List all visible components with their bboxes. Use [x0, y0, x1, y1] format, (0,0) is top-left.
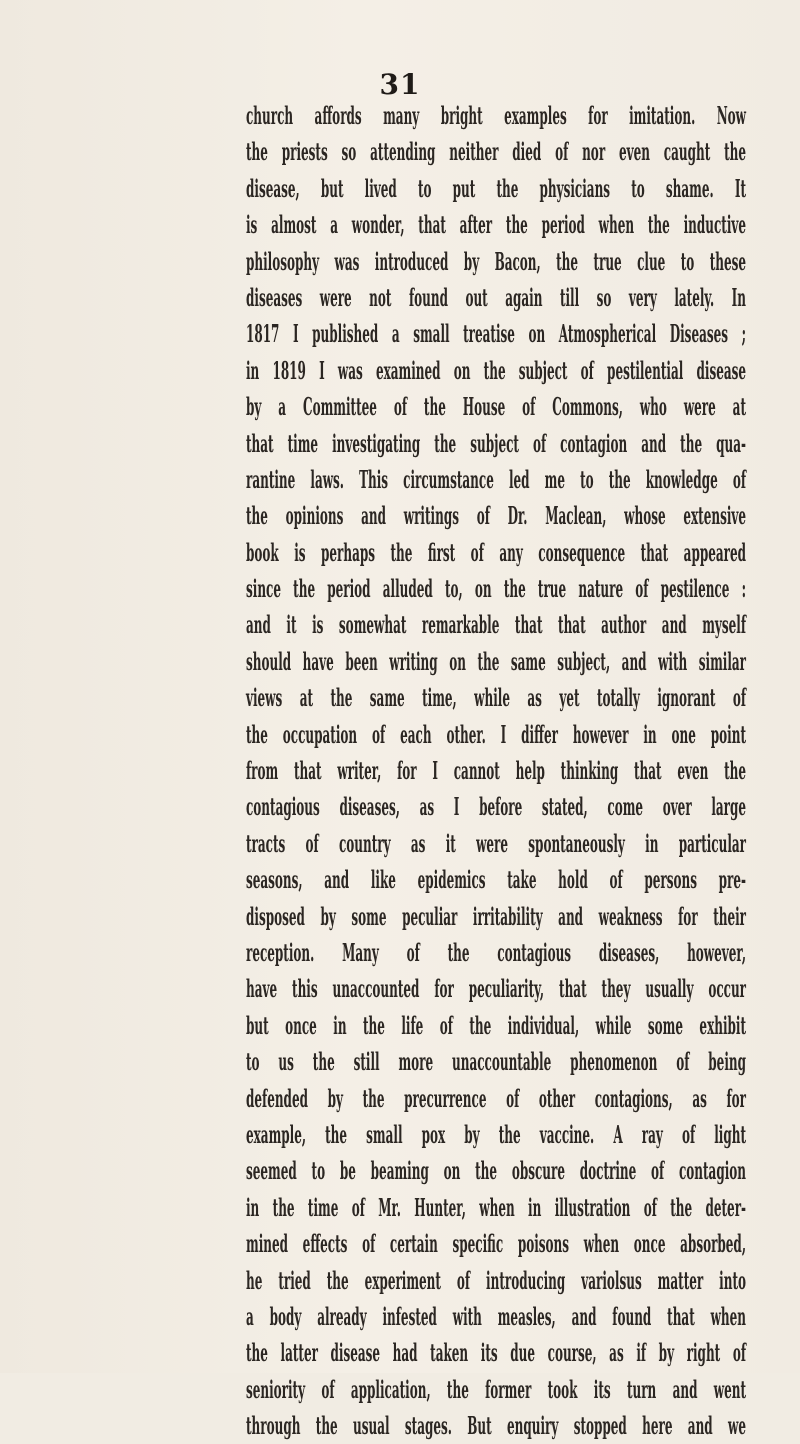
text-line: he tried the experiment of introducing variolsus matter into — [246, 1265, 746, 1295]
text-line: in the time of Mr. Hunter, when in illustration of the deter- — [246, 1192, 746, 1222]
text-line: philosophy was introduced by Bacon, the true clue to these — [246, 246, 746, 276]
text-line: in 1819 I was examined on the subject of pestilential disease — [246, 355, 746, 385]
text-line: reception. Many of the contagious diseases, however, — [246, 937, 746, 967]
text-line: the priests so attending neither died of nor even caught the — [246, 137, 746, 167]
text-line: that time investigating the subject of contagion and the qua- — [246, 428, 746, 458]
text-line: seniority of application, the former took its turn and went — [246, 1374, 746, 1404]
text-line: mined effects of certain specific poisons when once absorbed, — [246, 1229, 746, 1259]
text-line: by a Committee of the House of Commons, who were at — [246, 392, 746, 422]
text-line: seasons, and like epidemics take hold of persons pre- — [246, 865, 746, 895]
text-line: to us the still more unaccountable phenomenon of being — [246, 1047, 746, 1077]
text-line: disposed by some peculiar irritability and weakness for their — [246, 901, 746, 931]
text-line: a body already infested with measles, and found that when — [246, 1301, 746, 1331]
text-line: from that writer, for I cannot help thinking that even the — [246, 756, 746, 786]
text-line: disease, but lived to put the physicians to shame. It — [246, 173, 746, 203]
text-line: the occupation of each other. I differ however in one point — [246, 719, 746, 749]
text-line: contagious diseases, as I before stated, come over large — [246, 792, 746, 822]
text-line: have this unaccounted for peculiarity, that they usually occur — [246, 974, 746, 1004]
text-line: and it is somewhat remarkable that that author and myself — [246, 610, 746, 640]
text-line: the latter disease had taken its due course, as if by right of — [246, 1338, 746, 1368]
text-line: is almost a wonder, that after the period when the inductive — [246, 210, 746, 240]
text-line: 1817 I published a small treatise on Atmospherical Diseases ; — [246, 319, 746, 349]
text-line: views at the same time, while as yet totally ignorant of — [246, 683, 746, 713]
text-line: seemed to be beaming on the obscure doctrine of contagion — [246, 1156, 746, 1186]
text-line: but once in the life of the individual, while some exhibit — [246, 1010, 746, 1040]
text-line: the opinions and writings of Dr. Maclean, whose extensive — [246, 501, 746, 531]
text-line: since the period alluded to, on the true nature of pestilence : — [246, 574, 746, 604]
text-line: rantine laws. This circumstance led me to the knowledge of — [246, 464, 746, 494]
text-line: through the usual stages. But enquiry stopped here and we — [246, 1411, 746, 1441]
text-line: example, the small pox by the vaccine. A ray of light — [246, 1119, 746, 1149]
text-line: book is perhaps the first of any consequence that appeared — [246, 537, 746, 567]
text-line: church affords many bright examples for imitation. Now — [246, 101, 746, 130]
text-line: should have been writing on the same subject, and with similar — [246, 646, 746, 676]
body-text — [246, 98, 746, 1444]
text-line: tracts of country as it were spontaneously in particular — [246, 828, 746, 858]
page-number: 31 — [379, 68, 421, 101]
text-line: defended by the precurrence of other contagions, as for — [246, 1083, 746, 1113]
text-line: diseases were not found out again till so very lately. In — [246, 282, 746, 312]
